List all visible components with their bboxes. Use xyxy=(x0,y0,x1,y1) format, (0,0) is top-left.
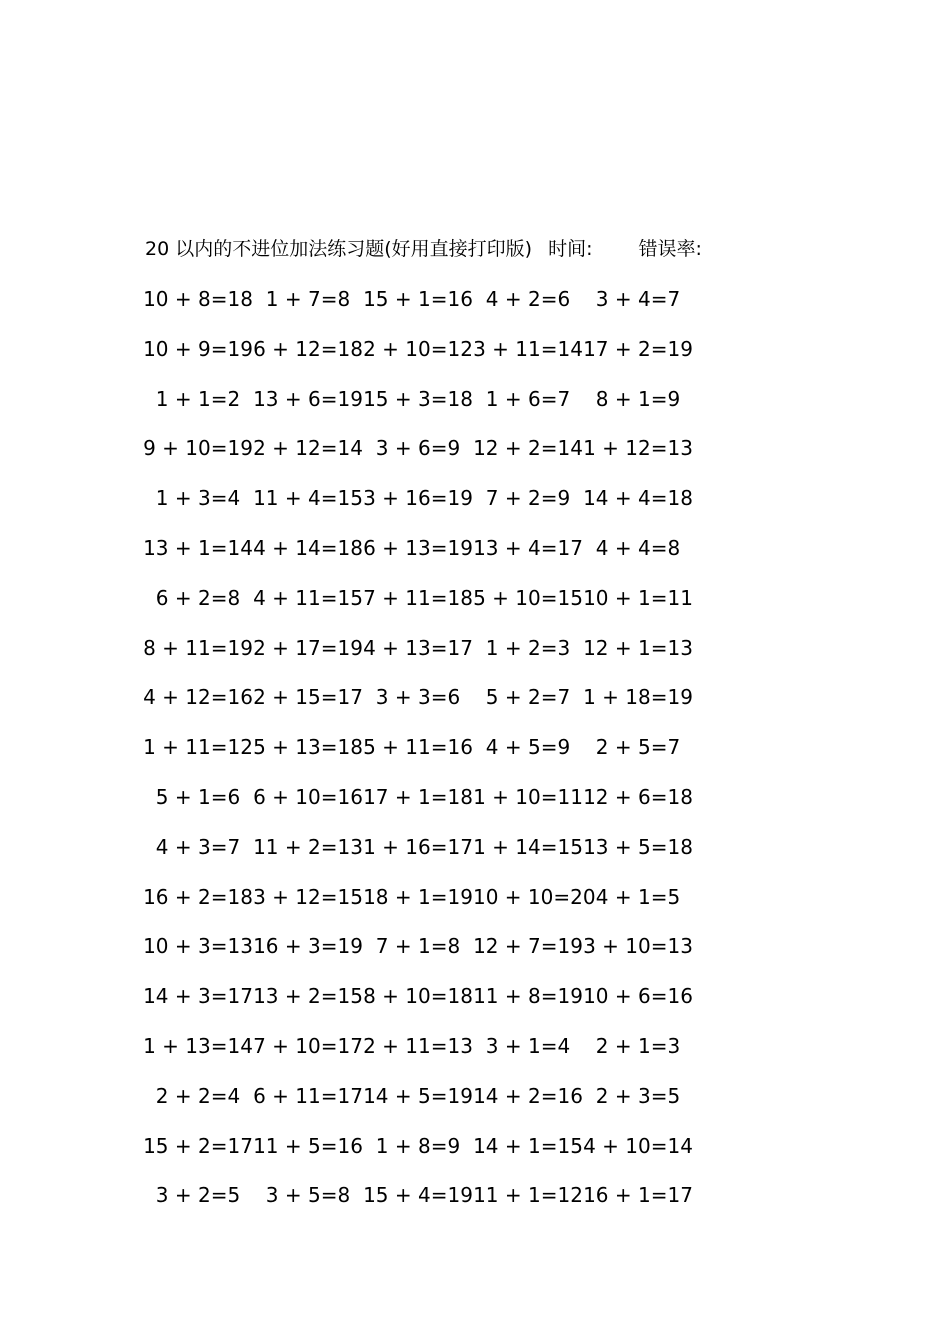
equation: 2 + 15=17 xyxy=(253,685,363,710)
equation-row xyxy=(143,334,763,384)
equation: 4 + 3=7 xyxy=(155,834,241,859)
equation-row xyxy=(143,384,763,434)
equation: 13 + 4=17 xyxy=(473,535,583,560)
equation: 3 + 16=19 xyxy=(363,486,473,511)
equation: 15 + 4=19 xyxy=(363,1183,473,1208)
equation: 3 + 6=9 xyxy=(375,436,461,461)
equation: 9 + 10=19 xyxy=(143,436,253,461)
equation: 4 + 5=9 xyxy=(485,735,571,760)
equation: 13 + 1=14 xyxy=(143,535,253,560)
error-rate-label: 错误率: xyxy=(638,238,702,260)
equation: 11 + 1=12 xyxy=(473,1183,583,1208)
equation: 17 + 1=18 xyxy=(363,784,473,809)
equation: 18 + 1=19 xyxy=(363,884,473,909)
equation: 3 + 3=6 xyxy=(375,685,461,710)
equation: 2 + 17=19 xyxy=(253,635,363,660)
equation: 5 + 13=18 xyxy=(253,735,363,760)
equation: 3 + 12=15 xyxy=(253,884,363,909)
equation: 1 + 6=7 xyxy=(485,386,571,411)
equation: 6 + 11=17 xyxy=(253,1083,363,1108)
equation-grid xyxy=(143,284,763,1230)
equation: 12 + 1=13 xyxy=(583,635,693,660)
equation-row xyxy=(143,732,763,782)
equation-row xyxy=(143,633,763,683)
equation-row xyxy=(143,1131,763,1181)
equation: 10 + 9=19 xyxy=(143,336,253,361)
equation: 2 + 3=5 xyxy=(595,1083,681,1108)
equation: 10 + 1=11 xyxy=(583,585,693,610)
equation: 10 + 8=18 xyxy=(143,287,253,311)
equation-row xyxy=(143,682,763,732)
equation: 2 + 5=7 xyxy=(595,735,681,760)
equation: 10 + 3=13 xyxy=(143,934,253,959)
equation: 1 + 11=12 xyxy=(143,735,253,760)
equation: 4 + 10=14 xyxy=(583,1133,693,1158)
equation: 14 + 1=15 xyxy=(473,1133,583,1158)
equation: 1 + 1=2 xyxy=(155,386,241,411)
equation-row xyxy=(143,433,763,483)
equation: 13 + 6=19 xyxy=(253,386,363,411)
worksheet-title: 20 以内的不进位加法练习题(好用直接打印版) xyxy=(145,238,533,260)
equation: 14 + 2=16 xyxy=(473,1083,583,1108)
equation: 11 + 4=15 xyxy=(253,486,363,511)
equation: 5 + 1=6 xyxy=(155,784,241,809)
equation: 11 + 5=16 xyxy=(253,1133,363,1158)
equation: 16 + 1=17 xyxy=(583,1183,693,1208)
equation: 12 + 6=18 xyxy=(583,784,693,809)
equation-row xyxy=(143,782,763,832)
equation: 8 + 1=9 xyxy=(595,386,681,411)
equation-row xyxy=(143,832,763,882)
equation: 7 + 2=9 xyxy=(485,486,571,511)
equation: 1 + 10=11 xyxy=(473,784,583,809)
equation: 13 + 5=18 xyxy=(583,834,693,859)
equation: 1 + 13=14 xyxy=(143,1033,253,1058)
equation: 10 + 6=16 xyxy=(583,984,693,1009)
equation-row xyxy=(143,483,763,533)
equation: 4 + 13=17 xyxy=(363,635,473,660)
equation: 14 + 4=18 xyxy=(583,486,693,511)
equation: 3 + 4=7 xyxy=(595,287,681,311)
equation-row xyxy=(143,931,763,981)
equation: 1 + 3=4 xyxy=(155,486,241,511)
equation: 6 + 12=18 xyxy=(253,336,363,361)
equation: 15 + 2=17 xyxy=(143,1133,253,1158)
equation: 3 + 11=14 xyxy=(473,336,583,361)
equation-row xyxy=(143,583,763,633)
equation: 1 + 18=19 xyxy=(583,685,693,710)
equation: 4 + 2=6 xyxy=(485,287,571,311)
equation: 2 + 11=13 xyxy=(363,1033,473,1058)
equation-row xyxy=(143,1031,763,1081)
equation: 5 + 2=7 xyxy=(485,685,571,710)
equation: 4 + 12=16 xyxy=(143,685,253,710)
equation: 4 + 4=8 xyxy=(595,535,681,560)
equation: 8 + 10=18 xyxy=(363,984,473,1009)
equation: 1 + 7=8 xyxy=(265,287,351,311)
equation: 2 + 12=14 xyxy=(253,436,363,461)
equation: 4 + 11=15 xyxy=(253,585,363,610)
equation-row xyxy=(143,882,763,932)
equation: 1 + 2=3 xyxy=(485,635,571,660)
equation: 3 + 1=4 xyxy=(485,1033,571,1058)
equation: 15 + 3=18 xyxy=(363,386,473,411)
equation: 6 + 10=16 xyxy=(253,784,363,809)
equation: 7 + 10=17 xyxy=(253,1033,363,1058)
equation-row xyxy=(143,533,763,583)
equation: 5 + 10=15 xyxy=(473,585,583,610)
equation: 1 + 16=17 xyxy=(363,834,473,859)
equation: 1 + 12=13 xyxy=(583,436,693,461)
equation: 13 + 2=15 xyxy=(253,984,363,1009)
equation: 3 + 5=8 xyxy=(265,1183,351,1208)
equation-row xyxy=(143,284,763,334)
equation: 7 + 11=18 xyxy=(363,585,473,610)
time-label: 时间: xyxy=(548,238,593,260)
equation: 16 + 3=19 xyxy=(253,934,363,959)
equation: 11 + 2=13 xyxy=(253,834,363,859)
equation: 2 + 1=3 xyxy=(595,1033,681,1058)
equation: 2 + 10=12 xyxy=(363,336,473,361)
equation: 14 + 3=17 xyxy=(143,984,253,1009)
equation-row xyxy=(143,1180,763,1230)
equation: 15 + 1=16 xyxy=(363,287,473,311)
equation: 7 + 1=8 xyxy=(375,934,461,959)
equation: 12 + 7=19 xyxy=(473,934,583,959)
equation: 1 + 8=9 xyxy=(375,1133,461,1158)
equation: 2 + 2=4 xyxy=(155,1083,241,1108)
equation: 10 + 10=20 xyxy=(473,884,596,909)
equation: 11 + 8=19 xyxy=(473,984,583,1009)
equation: 5 + 11=16 xyxy=(363,735,473,760)
equation: 8 + 11=19 xyxy=(143,635,253,660)
equation-row xyxy=(143,1081,763,1131)
equation: 4 + 14=18 xyxy=(253,535,363,560)
equation: 6 + 13=19 xyxy=(363,535,473,560)
equation: 17 + 2=19 xyxy=(583,336,693,361)
worksheet-header xyxy=(145,236,702,262)
equation: 3 + 10=13 xyxy=(583,934,693,959)
equation: 3 + 2=5 xyxy=(155,1183,241,1208)
equation: 4 + 1=5 xyxy=(595,884,681,909)
equation: 12 + 2=14 xyxy=(473,436,583,461)
equation: 1 + 14=15 xyxy=(473,834,583,859)
equation: 16 + 2=18 xyxy=(143,884,253,909)
equation: 6 + 2=8 xyxy=(155,585,241,610)
equation: 14 + 5=19 xyxy=(363,1083,473,1108)
equation-row xyxy=(143,981,763,1031)
